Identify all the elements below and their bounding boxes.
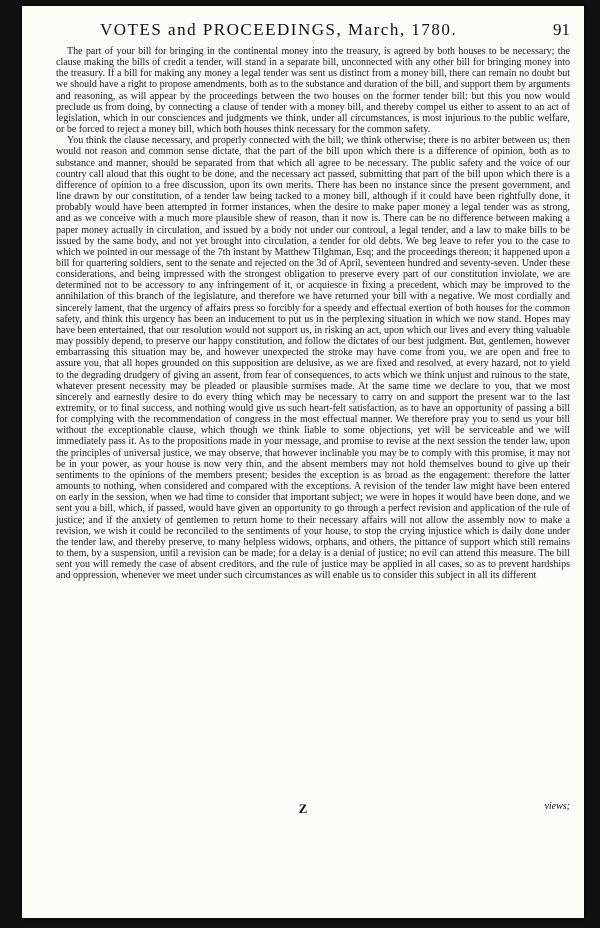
- paragraph: You think the clause necessary, and properly connected with the bill; we think otherwise; there is no arbiter between us; then would not reason and common sense dictate, that the part of the bill upon which there is a difference of opinion, both as to substance and manner, should be separated from that which all agree to be necessary. The public safety and the voice of our country call aloud that this ought to be done, and the necessary act passed, submitting that part of the bill upon which there is a difference of opinion to a free discussion, upon its own merits. There has been no instance since the present government, and line drawn by our constitution, of a tender law being tacked to a money bill, although if it could have been rightfully done, it probably would have been attempted in former instances, when the desire to make paper money a legal tender was as strong, and as we conceive with a much more plausible shew of reason, than it now is. There can be no difference between making a paper money actually in circulation, and issued by a body not under our controul, a legal tender, and a law to make bills to be issued by the same body, and not yet brought into circulation, a tender for old debts. We beg leave to refer you to the case to which we pointed in our message of the 7th instant by Matthew Tilghman, Esq; and the proceedings thereon; it happened upon a bill for quartering soldiers, sent to the senate and rejected on the 3d of April, seventeen hundred and seventy-seven. Under these considerations, and being impressed with the strongest obligation to preserve every part of our constitution inviolate, we are determined not to be accessory to any infringement of it, or acquiesce in fixing a precedent, which may be improved to the annihilation of this branch of the legislature, and therefore we have returned your bill with a negative. We most cordially and sincerely lament, that the urgency of affairs press so forcibly for a speedy and effectual exertion of both houses for the common safety, and think this urgency has been an inducement to put us in the perplexing situation in which we now stand. Hopes may have been entertained, that our resolution would not support us, in risking an act, upon which our lives and every thing valuable may possibly depend, to preserve our happy constitution, and follow the dictates of our best judgment. But, gentlemen, however embarrassing this situation may be, and however unexpected the stroke may have come from you, we are open and free to assure you, that all hopes grounded on this supposition are delusive, as we are fixed and resolved, at every hazard, not to yield to the degrading drudgery of giving an assent, from fear of consequences, to acts which we think unjust and ruinous to the state, whatever present necessity may be pleaded or plausible surmises made. At the same time we declare to you, that we most sincerely and earnestly desire to do every thing which may be necessary to carry on and support the present war to the last extremity, or to final success, and nothing would give us such heart-felt satisfaction, as to have an opportunity of passing a bill for complying with the recommendation of congress in the most effectual manner. We therefore pray you to send us your bill without the exceptionable clause, which though we think liable to some objections, yet will be serviceable and we will immediately pass it. As to the propositions made in your message, and promise to revise at the next session the tender law, upon the principles of universal justice, we may observe, that however inclinable you may be to comply with this promise, it may not be in your power, as your house is now very thin, and the absent members may not hold themselves bound to give up their sentiments to the opinions of the members present; besides the exception is as broad as the engagement: therefore the latter amounts to nothing, when considered and compared with the exceptions. A revision of the tender law might have been entered on early in the session, when we had time to consider that important subject; we were in hopes it would have been done, and we sent you a bill, which, if passed, would have given an opportunity to go through a perfect revision and application of the rule of justice; and if the anxiety of gentlemen to return home to their necessary affairs will not allow the assembly now to make a revision, we wish it could be reconciled to the sentiments of your house, to stop the crying injustice which is daily done under the tender law, and thereby preserve, to many helpless widows, orphans, and others, the pittance of support which still remains to them, by a suspension, until a revision can be made; for a delay is a denial of justice; no evil can attend this measure. The bill sent you will remedy the case of absent creditors, and the rule of justice may be applied in all cases, so as to prevent hardships and oppression, whenever we meet under such circumstances as will enable us to consider this subject in all its different: [56, 135, 570, 582]
- signature-mark: Z: [298, 801, 308, 816]
- paragraph: The part of your bill for bringing in the continental money into the treasury, is agreed by both houses to be necessary; the clause making the bills of credit a tender, will stand in a separate bill, unconnected with any other bill for bringing money into the treasury. If a bill for making any money a legal tender was sent us distinct from a money bill, there can remain no doubt but we should have a right to propose amendments, both as to the substance and duration of the bill, and support them by arguments and reasoning, as will appear by the proceedings between the two houses on the former tender bill: but this you now would preclude us from doing, by connecting a clause of tender with a money bill, and thereby compel us either to assent to an act of legislation, which in our consciences and judgments we think, under all circumstances, is most injurious to the public welfare, or be forced to reject a money bill, which both houses think necessary for the common safety.: [56, 46, 570, 136]
- header-title: VOTES and PROCEEDINGS, March, 1780.: [100, 20, 458, 39]
- body-text: [56, 46, 570, 582]
- document-page: [22, 6, 584, 918]
- catchword: views;: [544, 801, 570, 812]
- page-number: 91: [553, 20, 570, 39]
- running-header: [22, 20, 584, 44]
